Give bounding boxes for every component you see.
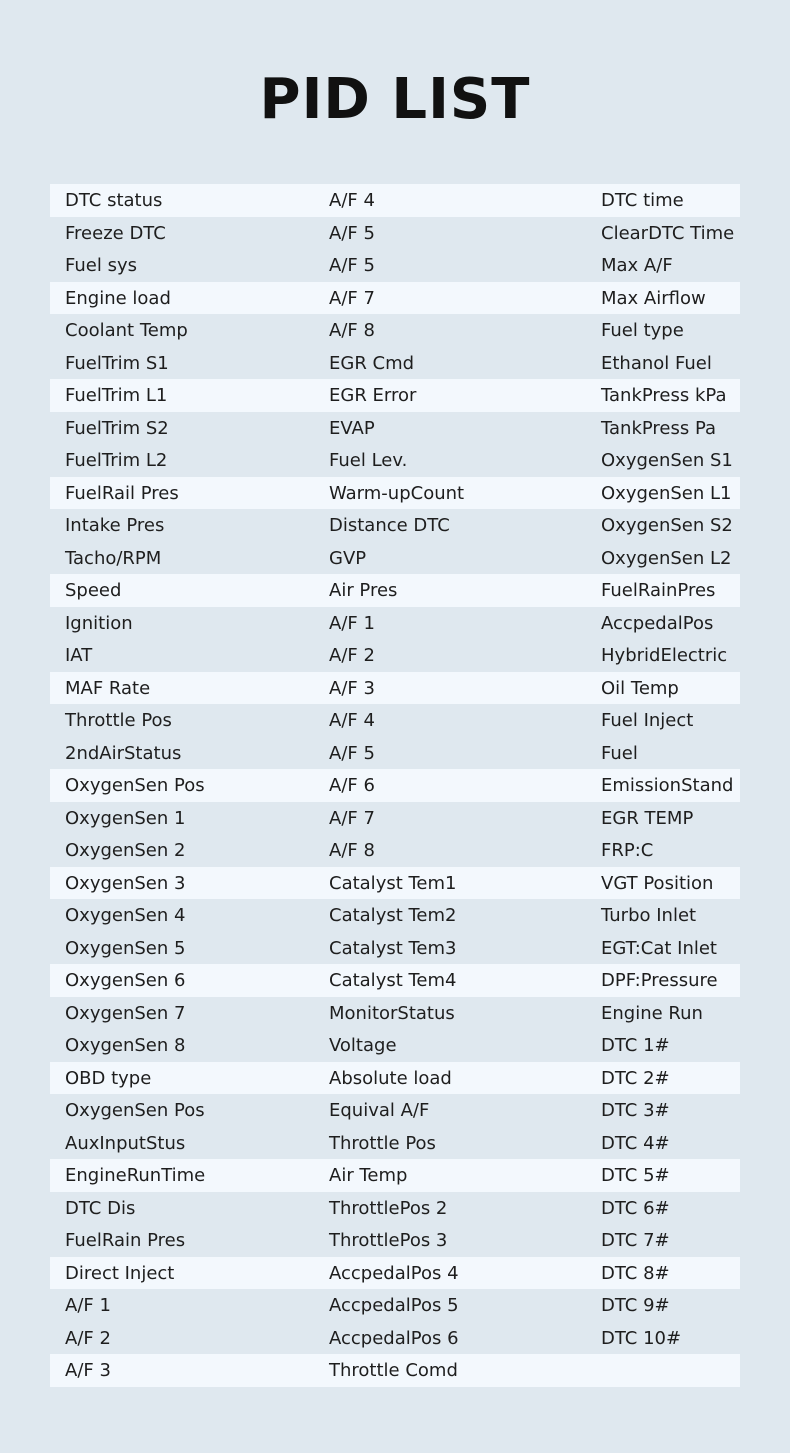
table-cell: FRP:C — [601, 840, 654, 861]
table-cell: 2ndAirStatus — [65, 742, 182, 764]
table-cell: EGR Cmd — [329, 352, 415, 374]
table-cell: Equival A/F — [329, 1100, 430, 1121]
table-cell: AccpedalPos 6 — [329, 1327, 459, 1349]
table-cell: Max A/F — [601, 255, 673, 276]
table-cell: A/F 5 — [329, 222, 375, 244]
table-cell: OxygenSen S2 — [601, 515, 733, 536]
table-cell: EmissionStand — [601, 775, 734, 796]
table-cell: OxygenSen 8 — [65, 1035, 186, 1056]
table-cell: OxygenSen 4 — [65, 905, 186, 926]
table-cell: Coolant Temp — [65, 320, 188, 341]
table-cell: OxygenSen S1 — [601, 450, 733, 471]
table-cell: A/F 4 — [329, 190, 375, 211]
table-row — [50, 802, 740, 835]
table-cell: OxygenSen 6 — [65, 970, 186, 991]
table-row — [50, 379, 740, 412]
table-cell: DTC 2# — [601, 1067, 670, 1089]
table-cell: Ignition — [65, 612, 133, 634]
table-row — [50, 347, 740, 380]
table-cell: Fuel — [601, 742, 638, 764]
table-row — [50, 867, 740, 900]
table-row — [50, 477, 740, 510]
table-cell: FuelRainPres — [601, 580, 716, 601]
table-row — [50, 1094, 740, 1127]
table-cell: ClearDTC Time — [601, 222, 735, 244]
table-row — [50, 737, 740, 770]
table-cell: EGR Error — [329, 385, 417, 406]
table-cell: A/F 5 — [329, 255, 375, 276]
table-row — [50, 542, 740, 575]
table-cell: TankPress kPa — [601, 385, 727, 406]
table-cell: DTC 9# — [601, 1295, 670, 1316]
table-cell: A/F 7 — [329, 807, 375, 829]
table-cell: DTC 1# — [601, 1035, 670, 1056]
table-cell: FuelTrim L1 — [65, 385, 168, 406]
table-cell: VGT Position — [601, 872, 714, 894]
table-cell: DTC 6# — [601, 1197, 670, 1219]
table-cell: Engine Run — [601, 1002, 703, 1024]
page-title: PID LIST — [259, 67, 531, 132]
table-cell: Voltage — [329, 1035, 397, 1056]
table-row — [50, 899, 740, 932]
table-row — [50, 1062, 740, 1095]
table-cell: DTC 5# — [601, 1165, 670, 1186]
table-cell: MonitorStatus — [329, 1002, 455, 1024]
table-cell: A/F 3 — [329, 677, 375, 699]
table-cell: ThrottlePos 2 — [329, 1197, 448, 1219]
table-cell: A/F 8 — [329, 320, 375, 341]
table-cell: A/F 5 — [329, 742, 375, 764]
table-cell: DTC 7# — [601, 1230, 670, 1251]
table-cell: A/F 2 — [329, 645, 375, 666]
table-cell: TankPress Pa — [601, 417, 717, 439]
table-cell: EVAP — [329, 417, 375, 439]
table-cell: OxygenSen 3 — [65, 872, 186, 894]
table-cell: A/F 1 — [329, 612, 375, 634]
table-cell: EGT:Cat Inlet — [601, 937, 717, 959]
table-row — [50, 444, 740, 477]
table-cell: Tacho/RPM — [65, 547, 162, 569]
table-cell: Ethanol Fuel — [601, 352, 712, 374]
table-cell: Throttle Pos — [329, 1132, 436, 1154]
table-cell: FuelTrim L2 — [65, 450, 168, 471]
table-row — [50, 412, 740, 445]
table-cell: A/F 2 — [65, 1327, 111, 1349]
table-cell: Catalyst Tem2 — [329, 905, 457, 926]
table-cell: Throttle Comd — [329, 1360, 458, 1381]
table-cell: OxygenSen 1 — [65, 807, 186, 829]
table-cell: Engine load — [65, 287, 171, 309]
table-row — [50, 1354, 740, 1387]
table-cell: Fuel Lev. — [329, 450, 408, 471]
table-cell: Catalyst Tem3 — [329, 937, 457, 959]
table-row — [50, 509, 740, 542]
table-cell: Speed — [65, 580, 122, 601]
table-cell: Throttle Pos — [65, 710, 172, 731]
table-row — [50, 834, 740, 867]
table-cell: Catalyst Tem1 — [329, 872, 457, 894]
table-row — [50, 1029, 740, 1062]
table-cell: OBD type — [65, 1067, 152, 1089]
table-cell: DTC time — [601, 190, 684, 211]
table-row — [50, 769, 740, 802]
table-cell: AccpedalPos — [601, 612, 714, 634]
table-cell: ThrottlePos 3 — [329, 1230, 448, 1251]
table-cell: Intake Pres — [65, 515, 165, 536]
pid-table — [50, 184, 740, 1387]
table-row — [50, 997, 740, 1030]
table-cell: Air Temp — [329, 1165, 408, 1186]
table-row — [50, 672, 740, 705]
table-cell: DTC Dis — [65, 1197, 136, 1219]
table-cell: DTC 4# — [601, 1132, 670, 1154]
table-cell: FuelRain Pres — [65, 1230, 186, 1251]
table-row — [50, 704, 740, 737]
table-cell: HybridElectric — [601, 645, 728, 666]
table-row — [50, 184, 740, 217]
table-cell: GVP — [329, 547, 367, 569]
table-row — [50, 1127, 740, 1160]
table-cell: OxygenSen 5 — [65, 937, 186, 959]
table-cell: Fuel sys — [65, 255, 137, 276]
table-cell: Max Airflow — [601, 287, 706, 309]
table-cell: Direct Inject — [65, 1262, 175, 1284]
table-cell: Freeze DTC — [65, 222, 166, 244]
table-cell: IAT — [65, 645, 93, 666]
table-cell: FuelTrim S2 — [65, 417, 169, 439]
table-row — [50, 932, 740, 965]
table-cell: DTC status — [65, 190, 163, 211]
table-cell: Absolute load — [329, 1067, 452, 1089]
table-cell: AuxInputStus — [65, 1132, 186, 1154]
table-cell: FuelTrim S1 — [65, 352, 169, 374]
table-cell: EGR TEMP — [601, 807, 694, 829]
table-cell: A/F 6 — [329, 775, 375, 796]
table-cell: OxygenSen L2 — [601, 547, 732, 569]
table-cell: Warm-upCount — [329, 482, 465, 504]
table-cell: AccpedalPos 4 — [329, 1262, 459, 1284]
table-row — [50, 1289, 740, 1322]
table-cell: OxygenSen Pos — [65, 775, 205, 796]
table-cell: Fuel type — [601, 320, 684, 341]
table-cell: DTC 10# — [601, 1327, 682, 1349]
table-row — [50, 1322, 740, 1355]
table-cell: Distance DTC — [329, 515, 450, 536]
table-cell: DTC 3# — [601, 1100, 670, 1121]
table-cell: MAF Rate — [65, 677, 151, 699]
table-row — [50, 282, 740, 315]
table-cell: DPF:Pressure — [601, 970, 718, 991]
table-cell: Fuel Inject — [601, 710, 694, 731]
table-cell: A/F 8 — [329, 840, 375, 861]
table-row — [50, 1192, 740, 1225]
table-cell: OxygenSen 2 — [65, 840, 186, 861]
table-row — [50, 249, 740, 282]
table-cell: AccpedalPos 5 — [329, 1295, 459, 1316]
table-cell: OxygenSen L1 — [601, 482, 732, 504]
table-cell: Oil Temp — [601, 677, 679, 699]
table-row — [50, 574, 740, 607]
table-row — [50, 1224, 740, 1257]
table-cell: A/F 1 — [65, 1295, 111, 1316]
table-row — [50, 607, 740, 640]
table-cell: A/F 7 — [329, 287, 375, 309]
table-cell: A/F 4 — [329, 710, 375, 731]
table-cell: FuelRail Pres — [65, 482, 179, 504]
table-cell: Catalyst Tem4 — [329, 970, 457, 991]
table-cell: Turbo Inlet — [601, 905, 697, 926]
table-row — [50, 314, 740, 347]
table-row — [50, 964, 740, 997]
table-row — [50, 639, 740, 672]
table-cell: Air Pres — [329, 580, 398, 601]
table-cell: DTC 8# — [601, 1262, 670, 1284]
table-cell: OxygenSen 7 — [65, 1002, 186, 1024]
table-row — [50, 1159, 740, 1192]
table-row — [50, 217, 740, 250]
table-cell: OxygenSen Pos — [65, 1100, 205, 1121]
table-row — [50, 1257, 740, 1290]
table-cell: EngineRunTime — [65, 1165, 206, 1186]
table-cell: A/F 3 — [65, 1360, 111, 1381]
